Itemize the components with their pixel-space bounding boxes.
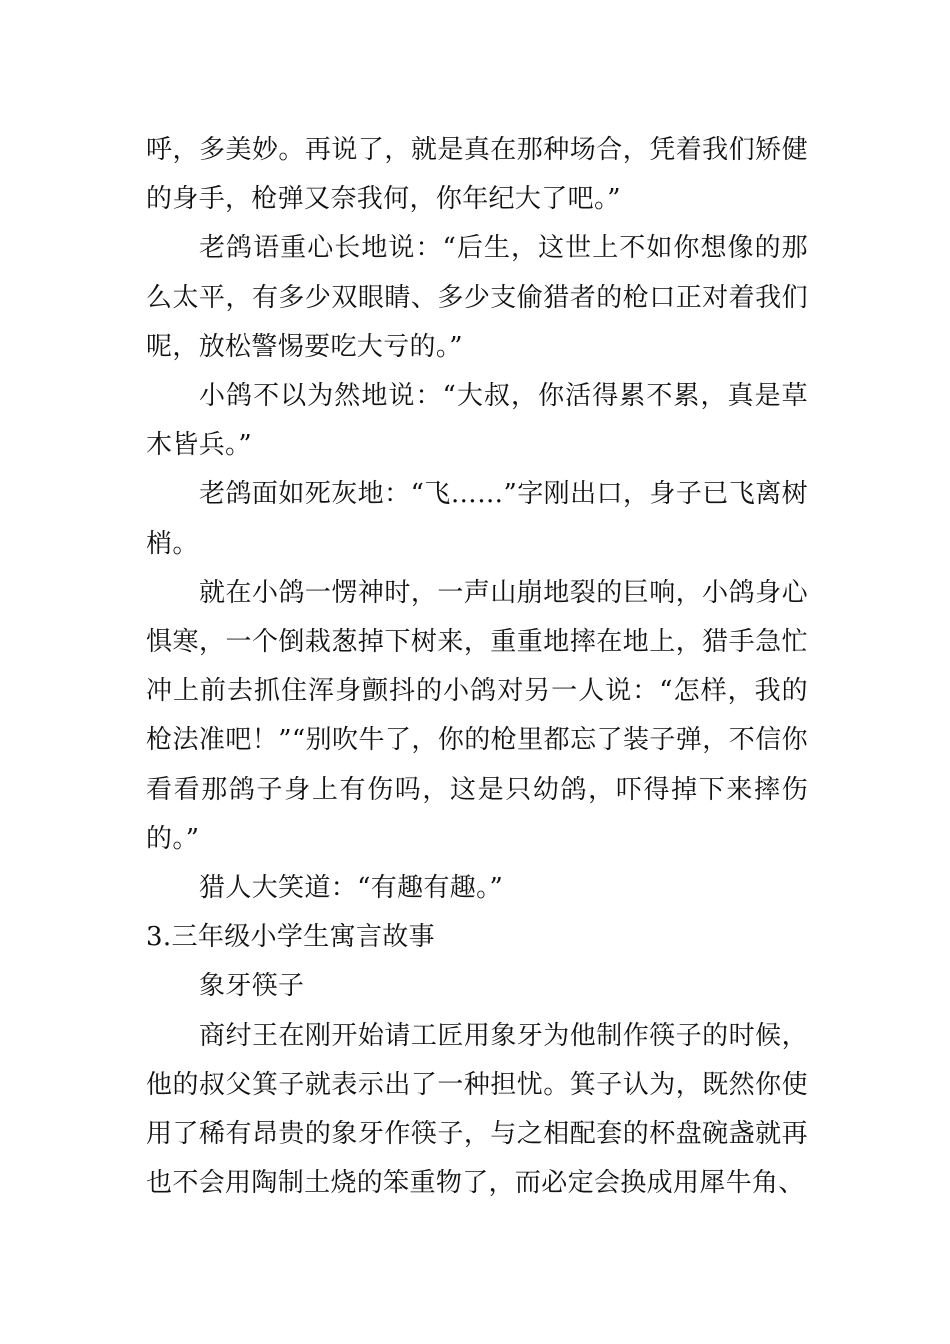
story-title: 象牙筷子: [199, 971, 305, 1002]
paragraph-6: 猎人大笑道：“有趣有趣。”: [199, 873, 504, 904]
paragraph-3: 小鸽不以为然地说：“大叔，你活得累不累，真是草木皆兵。”: [146, 381, 808, 461]
paragraph-1: 呼，多美妙。再说了，就是真在那种场合，凭着我们矫健的身手，枪弹又奈我何，你年纪大了吧。”: [146, 135, 808, 215]
paragraph-4: 老鸽面如死灰地：“飞……”字刚出口，身子已飞离树梢。: [146, 479, 808, 559]
paragraph-2: 老鸽语重心长地说：“后生，这世上不如你想像的那么太平，有多少双眼睛、多少支偷猎者的枪口正对着我们呢，放松警惕要吃大亏的。”: [146, 233, 808, 362]
paragraph-5: 就在小鸽一愣神时，一声山崩地裂的巨响，小鸽身心惧寒，一个倒栽葱掉下树来，重重地摔在地上，猎手急忙冲上前去抓住浑身颤抖的小鸽对另一人说：“怎样，我的枪法准吧！”“别吹牛了，你的枪里都忘了装子弹，不信你看看那鸽子身上有伤吗，这是只幼鸽，吓得掉下来摔伤的。”: [146, 577, 808, 854]
story-paragraph: 商纣王在刚开始请工匠用象牙为他制作筷子的时候，他的叔父箕子就表示出了一种担忧。箕子认为，既然你使用了稀有昂贵的象牙作筷子，与之相配套的杯盘碗盏就再也不会用陶制土烧的笨重物了，而必定会换成用犀牛角、: [146, 1020, 808, 1199]
section-heading: 3.三年级小学生寓言故事: [146, 922, 436, 953]
document-page: [146, 126, 808, 1208]
